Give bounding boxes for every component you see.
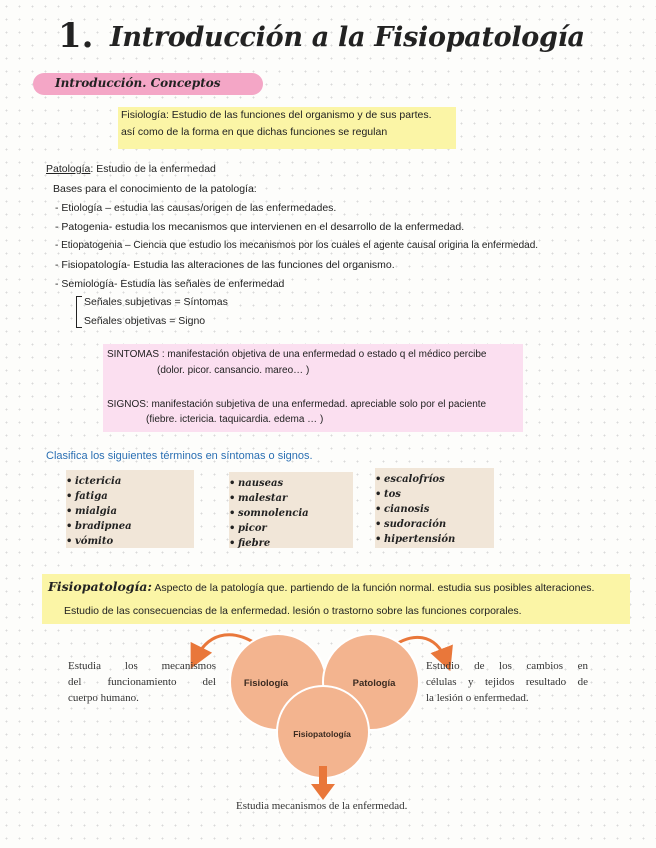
list-item: • bradipnea xyxy=(66,519,194,534)
venn-left-line-3: cuerpo humano. xyxy=(68,692,139,704)
base-item-patogenia: - Patogenia- estudia los mecanismos que intervienen en el desarrollo de la enfermedad. xyxy=(55,221,465,233)
fisiopatologia-line-1 xyxy=(48,580,594,595)
fisiologia-line-2: así como de la forma en que dichas funciones se regulan xyxy=(121,126,388,138)
classify-column-1 xyxy=(66,470,194,548)
classify-column-2 xyxy=(229,472,353,548)
senal-subjetiva: Señales subjetivas = Síntomas xyxy=(84,296,228,308)
intro-heading: Introducción. Conceptos xyxy=(55,76,221,90)
list-item: • nauseas xyxy=(229,476,353,491)
venn-right-line-1: Estudio de los cambios en xyxy=(426,660,588,672)
classify-instruction: Clasifica los siguientes términos en síntomas o signos. xyxy=(46,450,313,462)
list-item: • picor xyxy=(229,521,353,536)
list-item: • mialgia xyxy=(66,504,194,519)
fisiopatologia-line-2: Estudio de las consecuencias de la enfermedad. lesión o trastorno sobre las funciones corporales. xyxy=(64,605,522,617)
list-item: • vómito xyxy=(66,534,194,549)
page-title: Introducción a la Fisiopatología xyxy=(110,22,585,53)
senales-bracket xyxy=(76,296,82,328)
circle-label-fisiopatologia: Fisiopatología xyxy=(293,729,351,739)
fisiologia-definition-box xyxy=(118,107,456,149)
venn-diagram xyxy=(0,620,656,820)
venn-right-line-2: células y tejidos resultado de xyxy=(426,676,588,688)
base-item-fisiopatologia: - Fisiopatología- Estudia las alteraciones de las funciones del organismo. xyxy=(55,259,395,271)
list-item: • tos xyxy=(375,487,494,502)
venn-bottom-text: Estudia mecanismos de la enfermedad. xyxy=(236,800,408,812)
list-item: • fatiga xyxy=(66,489,194,504)
list-item: • somnolencia xyxy=(229,506,353,521)
venn-left-text xyxy=(68,658,216,706)
venn-left-line-2: del funcionamiento del xyxy=(68,676,216,688)
base-item-semiologia: - Semiología- Estudia las señales de enfermedad xyxy=(55,278,285,290)
classify-column-3 xyxy=(375,468,494,548)
sintomas-line-1: SINTOMAS : manifestación objetiva de una enfermedad o estado q el médico percibe xyxy=(107,349,487,360)
list-item: • ictericia xyxy=(66,474,194,489)
down-arrow-shaft xyxy=(319,766,327,786)
fisiopatologia-definition: Aspecto de la patología que. partiendo de la función normal. estudia sus posibles alteraciones. xyxy=(152,582,595,594)
base-item-etiopatogenia: - Etiopatogenia – Ciencia que estudio los mecanismos por los cuales el agente causal origina la enfermedad. xyxy=(55,240,539,251)
fisiopatologia-label: Fisiopatología: xyxy=(48,579,152,594)
signos-line-2: (fiebre. ictericia. taquicardia. edema … ) xyxy=(146,414,324,425)
venn-right-line-3: la lesión o enfermedad. xyxy=(426,692,529,704)
base-item-etiologia: - Etiología – estudia las causas/origen de las enfermedades. xyxy=(55,202,337,214)
patologia-definition-text: : Estudio de la enfermedad xyxy=(90,163,216,175)
circle-label-fisiologia: Fisiología xyxy=(243,678,289,689)
signos-line-1: SIGNOS: manifestación subjetiva de una enfermedad. apreciable solo por el paciente xyxy=(107,399,487,410)
list-item: • fiebre xyxy=(229,536,353,551)
list-item: • sudoración xyxy=(375,517,494,532)
venn-left-line-1: Estudia los mecanismos xyxy=(68,660,216,672)
circle-label-patologia: Patología xyxy=(352,678,396,689)
venn-right-text xyxy=(426,658,588,706)
list-item: • escalofríos xyxy=(375,472,494,487)
intro-heading-pill xyxy=(33,73,263,95)
senal-objetiva: Señales objetivas = Signo xyxy=(84,315,206,327)
list-item: • hipertensión xyxy=(375,532,494,547)
title-number: 1. xyxy=(58,16,94,56)
patologia-label: Patología xyxy=(46,163,91,175)
list-item: • malestar xyxy=(229,491,353,506)
fisiologia-line-1: Fisiología: Estudio de las funciones del organismo y de sus partes. xyxy=(121,109,432,121)
bases-heading: Bases para el conocimiento de la patología: xyxy=(53,183,257,195)
sintomas-line-2: (dolor. picor. cansancio. mareo… ) xyxy=(157,365,310,376)
list-item: • cianosis xyxy=(375,502,494,517)
patologia-definition xyxy=(46,162,216,176)
